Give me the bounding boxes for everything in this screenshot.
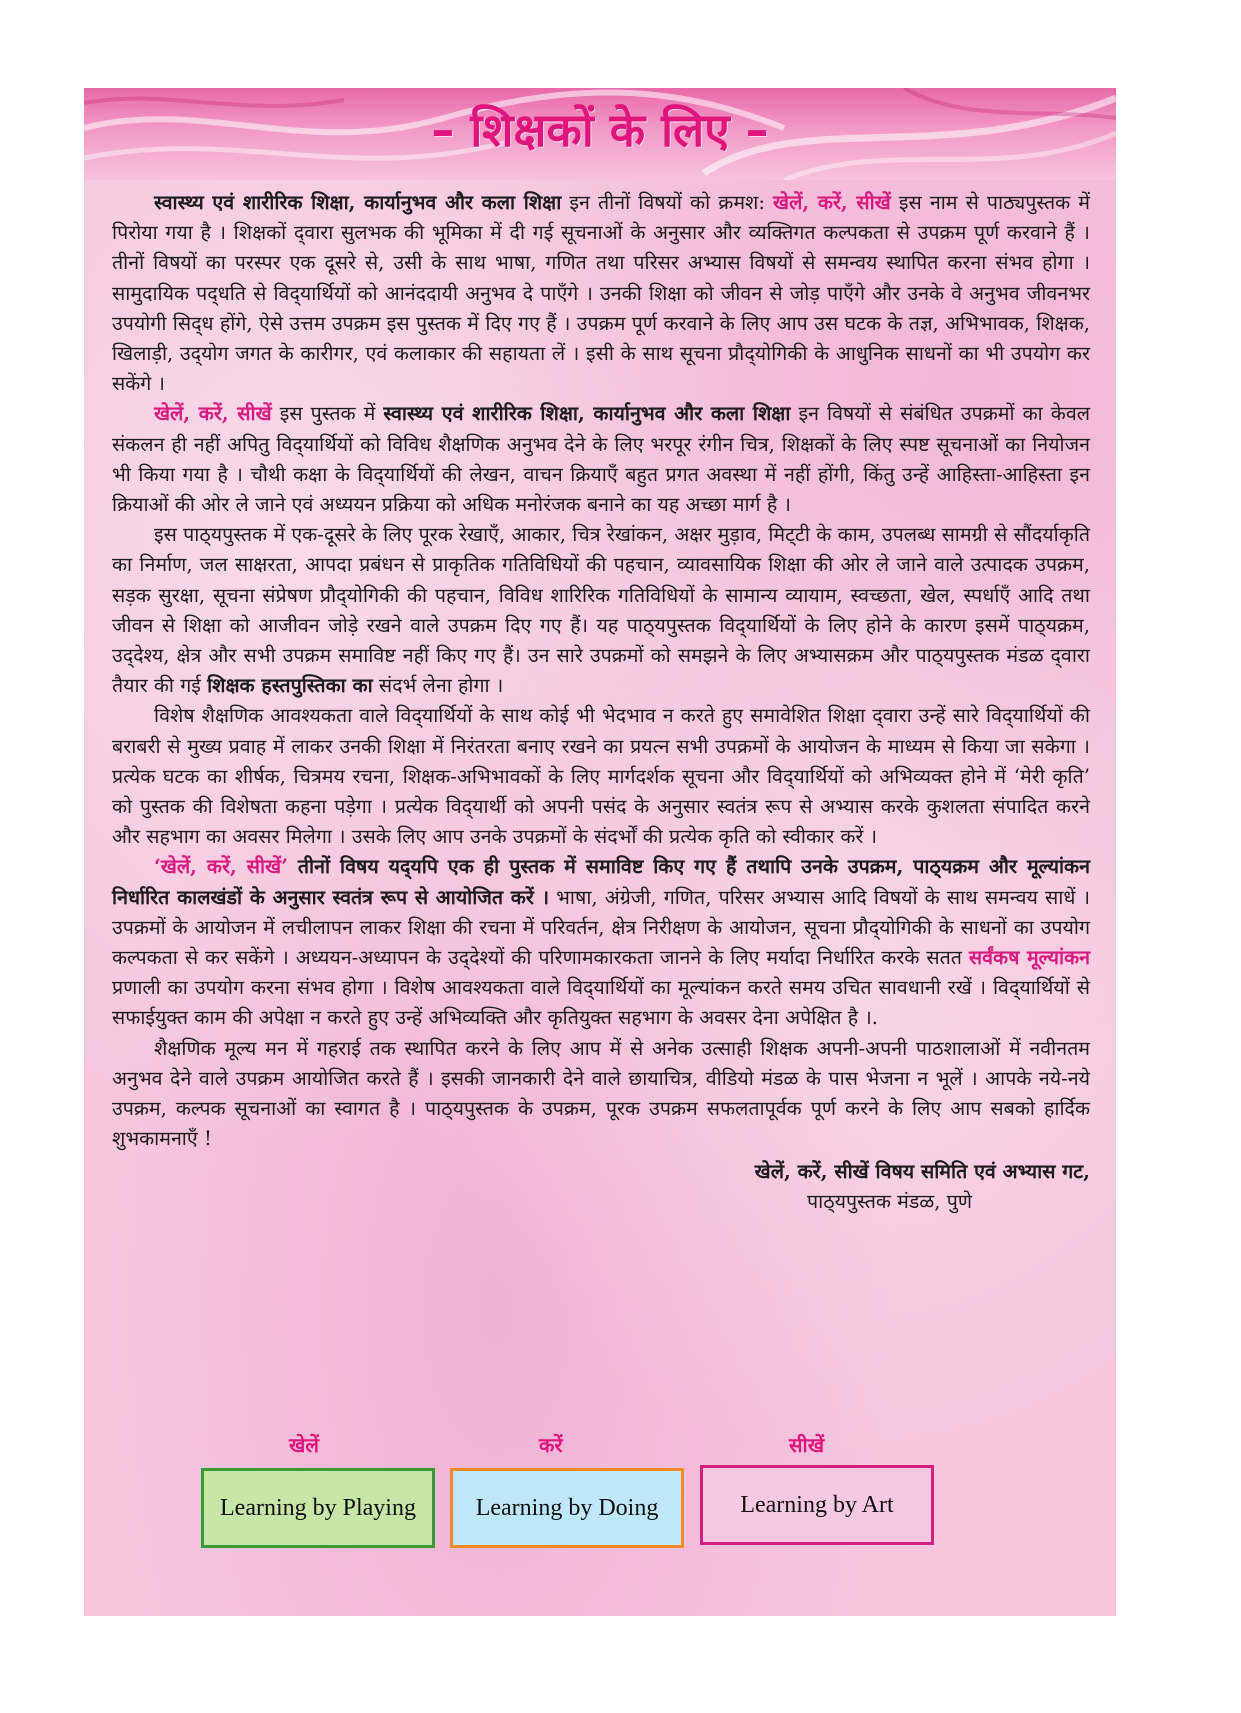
paragraph-5 — [112, 852, 1090, 1033]
learning-by-doing-box: Learning by Doing — [450, 1468, 684, 1548]
highlight-khelen-karen-seekhen: खेलें, करें, सीखें — [154, 402, 272, 426]
text-span: भाषा, अंग्रेजी, गणित, परिसर अभ्यास आदि विषयों के साथ समन्वय साधें । उपक्रमों के आयोजन में लचीलापन लाकर शिक्षा की रचना में परिवर्तन, क्षेत्र निरीक्षण के आयोजन, सूचना प्रौद्‌योगिकी के साधनों का उपयोग कल्पकता से कर सकेंगे । अध्ययन-अध्यापन के उद्‌देश्यों की परिणामकारकता जानने के लिए मर्यादा निर्धारित करके सतत — [112, 885, 1090, 970]
paragraph-1 — [112, 188, 1090, 399]
paragraph-6 — [112, 1034, 1090, 1155]
page-title: – शिक्षकों के लिए – — [431, 103, 769, 157]
text-span: शैक्षणिक मूल्य मन में गहराई तक स्थापित करने के लिए आप में से अनेक उत्साही शिक्षक अपनी-अपनी पाठशालाओं में नवीनतम अनुभव देने वाले उपक्रम आयोजित करते हैं । इसकी जानकारी देने वाले छायाचित्र, वीडियो मंडळ के पास भेजना न भूलें । आपके नये-नये उपक्रम, कल्पक सूचनाओं का स्वागत है । पाठ्‌यपुस्तक के उपक्रम, पूरक उपक्रम सफलतापूर्वक पूर्ण करने के लिए आप सबको हार्दिक शुभकामनाएँ ! — [112, 1036, 1090, 1151]
text-span: इन तीनों विषयों को क्रमश: — [561, 191, 774, 214]
paragraph-3 — [112, 520, 1090, 701]
learning-by-art-box: Learning by Art — [700, 1465, 934, 1545]
signature-committee: खेलें, करें, सीखें विषय समिति एवं अभ्यास गट, — [754, 1159, 1090, 1183]
text-span: इन विषयों से संबंधित उपक्रमों का केवल संकलन ही नहीं अपितु विद्‌यार्थियों को विविध शैक्षणिक अनुभव देने के लिए भरपूर रंगीन चित्र, शिक्षकों के लिए स्पष्ट सूचनाओं का नियोजन भी किया गया है । चौथी कक्षा के विद्‌यार्थियों की लेखन, वाचन क्रियाएँ बहुत प्रगत अवस्था में नहीं होंगी, किंतु उन्हें आहिस्ता-आहिस्ता इन क्रियाओं की ओर ले जाने एवं अध्ययन प्रक्रिया को अधिक मनोरंजक बनाने का यह अच्छा मार्ग है । — [112, 402, 1091, 517]
text-span: इस पुस्तक में — [271, 402, 384, 426]
highlight-evaluation: सर्वंकष मूल्यांकन — [968, 946, 1090, 970]
label-seekhen: सीखें — [789, 1433, 825, 1457]
bold-instruction: तीनों विषय यद्‌यपि एक ही पुस्तक में समाविष्ट किए गए हैं तथापि उनके उपक्रम, पाठ्‌यक्रम और मूल्यांकन निर्धारित कालखंडों के अनुसार स्वतंत्र रूप से आयोजित करें । — [112, 855, 1090, 909]
text-span: प्रणाली का उपयोग करना संभव होगा । विशेष आवश्यकता वाले विद्‌यार्थियों का मूल्यांकन करते समय उचित सावधानी रखें । विद्‌यार्थियों से सफाईयुक्त काम की अपेक्षा न करते हुए उन्हें अभिव्यक्ति और कृतियुक्त सहभाग के अवसर देना अपेक्षित है ।. — [112, 976, 1090, 1030]
paragraph-2 — [112, 399, 1090, 520]
paragraph-4 — [112, 701, 1090, 852]
text-span: विशेष शैक्षणिक आवश्यकता वाले विद्‌यार्थियों के साथ कोई भी भेदभाव न करते हुए समावेशित शिक्षा द्‌वारा उन्हें सारे विद्‌यार्थियों की बराबरी से मुख्य प्रवाह में लाकर उनकी शिक्षा में निरंतरता बनाए रखने का प्रयत्न सभी उपक्रमों के आयोजन के माध्यम से किया जा सकेगा । प्रत्येक घटक का शीर्षक, चित्रमय रचना, शिक्षक-अभिभावकों के लिए मार्गदर्शक सूचना और विद्‌यार्थियों को अभिव्यक्त होने में ‘मेरी कृति’ को पुस्तक की विशेषता कहना पड़ेगा । प्रत्येक विद्‌यार्थी को अपनी पसंद के अनुसार स्वतंत्र रूप से अभ्यास करके कुशलता संपादित करने और सहभाग का अवसर मिलेगा । उसके लिए आप उनके उपक्रमों के संदर्भों की प्रत्येक कृति को स्वीकार करें । — [112, 704, 1090, 849]
text-span: इस नाम से पाठ्यपुस्तक में पिरोया गया है । शिक्षकों द्‌वारा सुलभक की भूमिका में दी गई सूचनाओं के अनुसार और व्यक्तिगत कल्पकता से उपक्रम पूर्ण करवाने हैं । तीनों विषयों का परस्पर एक दूसरे से, उसी के साथ भाषा, गणित तथा परिसर अभ्यास विषयों से समन्वय स्थापित करना संभव होगा । सामुदायिक पद्‌धति से विद्‌यार्थियों को आनंददायी अनुभव दे पाएँगे । उनकी शिक्षा को जीवन से जोड़ पाएँगे और उनके वे अनुभव जीवनभर उपयोगी सिद्‌ध होंगे, ऐसे उत्तम उपक्रम इस पुस्तक में दिए गए हैं । उपक्रम पूर्ण करवाने के लिए आप उस घटक के तज्ञ, अभिभावक, शिक्षक, खिलाड़ी, उद्‌योग जगत के कारीगर, एवं कलाकार की सहायता लें । इसी के साथ सूचना प्रौद्‌योगिकी के आधुनिक साधनों का भी उपयोग कर सकेंगे । — [112, 191, 1090, 396]
text-span: संदर्भ लेना होगा । — [372, 674, 504, 698]
highlight-khelen-karen-seekhen: ‘खेलें, करें, सीखें’ — [154, 855, 288, 879]
bold-teacher-handbook: शिक्षक हस्तपुस्तिका का — [207, 674, 373, 698]
text-span: इस पाठ्‌यपुस्तक में एक-दूसरे के लिए पूरक रेखाएँ, आकार, चित्र रेखांकन, अक्षर मुड़ाव, मिट्‌टी के काम, उपलब्ध सामग्री से सौंदर्याकृति का निर्माण, जल साक्षरता, आपदा प्रबंधन से प्राकृतिक गतिविधियों की पहचान, व्यावसायिक शिक्षा की ओर ले जाने वाले उत्पादक उपक्रम, सड़क सुरक्षा, सूचना संप्रेषण प्रौद्‌योगिकी की पहचान, विविध शारिरिक गतिविधियों के सामान्य व्यायाम, स्वच्छता, खेल, स्पर्धाएँ आदि तथा जीवन से शिक्षा को आजीवन जोड़े रखने वाले उपक्रम दिए गए हैं। यह पाठ्‌यपुस्तक विद्‌यार्थियों के लिए होने के कारण इसमें पाठ्‌यक्रम, उद्‌देश्य, क्षेत्र और सभी उपक्रम समाविष्ट नहीं किए गए हैं। उन सारे उपक्रमों को समझने के लिए अभ्यासक्रम और पाठ्‌यपुस्तक मंडळ द्‌वारा तैयार की गई — [112, 523, 1090, 698]
highlight-khelen-karen-seekhen: खेलें, करें, सीखें — [773, 191, 891, 214]
signature-board: पाठ्‌यपुस्तक मंडळ, पुणे — [807, 1189, 972, 1213]
learning-by-playing-box: Learning by Playing — [201, 1468, 435, 1548]
body-text — [112, 188, 1090, 1217]
title-banner — [84, 88, 1116, 180]
label-khelen: खेलें — [289, 1433, 319, 1457]
bold-subjects: स्वास्थ्य एवं शारीरिक शिक्षा, कार्यानुभव और कला शिक्षा — [154, 191, 562, 214]
label-karen: करें — [539, 1433, 563, 1457]
bold-subjects: स्वास्थ्य एवं शारीरिक शिक्षा, कार्यानुभव और कला शिक्षा — [383, 402, 791, 426]
page-panel — [84, 88, 1116, 1616]
